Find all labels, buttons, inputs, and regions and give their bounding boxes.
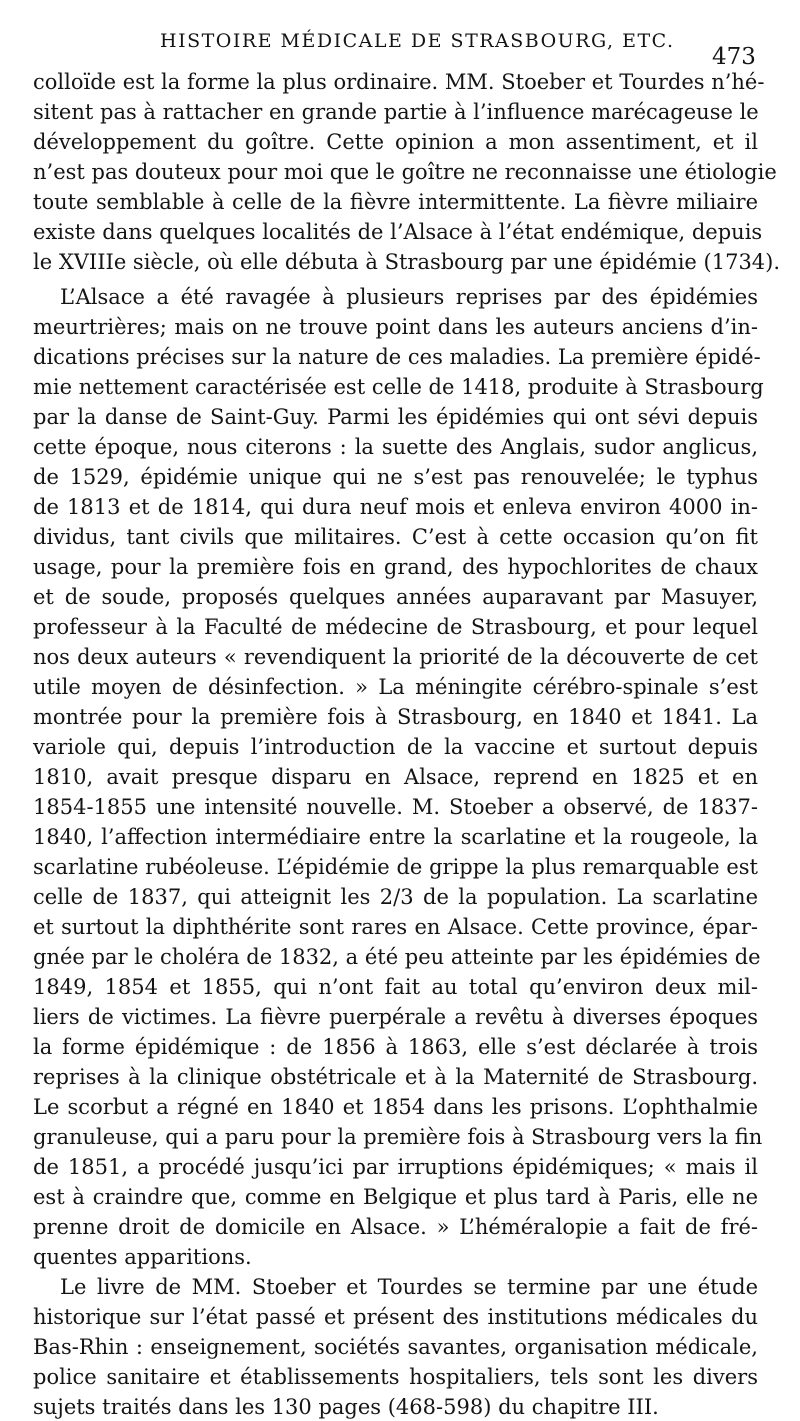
text-line: dications précises sur la nature de ces maladies. La première épidé-	[33, 345, 761, 369]
text-line: par la danse de Saint-Guy. Parmi les épidémies qui ont sévi depuis	[33, 405, 758, 429]
text-line: la forme épidémique : de 1856 à 1863, elle s’est déclarée à trois	[33, 1035, 758, 1059]
text-line: usage, pour la première fois en grand, des hypochlorites de chaux	[33, 555, 758, 579]
text-line: le XVIIIe siècle, où elle débuta à Strasbourg par une épidémie (1734).	[33, 250, 781, 274]
text-line: sitent pas à rattacher en grande partie à l’influence marécageuse le	[33, 100, 759, 124]
text-line: meurtrières; mais on ne trouve point dans les auteurs anciens d’in-	[33, 315, 758, 339]
text-line: existe dans quelques localités de l’Alsace à l’état endémique, depuis	[33, 220, 763, 244]
running-head: HISTOIRE MÉDICALE DE STRASBOURG, ETC.	[160, 30, 675, 52]
text-line: reprises à la clinique obstétricale et à la Maternité de Strasbourg.	[33, 1065, 758, 1089]
text-line: mie nettement caractérisée est celle de 1418, produite à Strasbourg	[33, 375, 764, 399]
text-line: professeur à la Faculté de médecine de Strasbourg, et pour lequel	[33, 615, 758, 639]
text-line: historique sur l’état passé et présent des institutions médicales du	[33, 1305, 758, 1329]
text-line: 1840, l’affection intermédiaire entre la scarlatine et la rougeole, la	[33, 825, 758, 849]
text-line: prenne droit de domicile en Alsace. » L’héméralopie a fait de fré-	[33, 1215, 758, 1239]
text-line: variole qui, depuis l’introduction de la vaccine et surtout depuis	[33, 735, 758, 759]
text-line: granuleuse, qui a paru pour la première fois à Strasbourg vers la fin	[33, 1125, 763, 1149]
text-line: colloïde est la forme la plus ordinaire. MM. Stoeber et Tourdes n’hé-	[33, 70, 765, 94]
text-line: police sanitaire et établissements hospitaliers, tels sont les divers	[33, 1365, 758, 1389]
text-line: de 1529, épidémie unique qui ne s’est pas renouvelée; le typhus	[33, 465, 758, 489]
text-line: liers de victimes. La fièvre puerpérale a revêtu à diverses époques	[33, 1005, 758, 1029]
text-line: L’Alsace a été ravagée à plusieurs reprises par des épidémies	[60, 285, 758, 309]
text-line: nos deux auteurs « revendiquent la priorité de la découverte de cet	[33, 645, 758, 669]
text-line: Le livre de MM. Stoeber et Tourdes se termine par une étude	[60, 1275, 758, 1299]
text-line: montrée pour la première fois à Strasbourg, en 1840 et 1841. La	[33, 705, 758, 729]
text-line: cette époque, nous citerons : la suette des Anglais, sudor anglicus,	[33, 435, 758, 459]
text-line: et de soude, proposés quelques années auparavant par Masuyer,	[33, 585, 758, 609]
page-number: 473	[712, 44, 756, 70]
text-line: utile moyen de désinfection. » La méningite cérébro-spinale s’est	[33, 675, 758, 699]
text-line: celle de 1837, qui atteignit les 2/3 de la population. La scarlatine	[33, 885, 758, 909]
text-line: n’est pas douteux pour moi que le goître ne reconnaisse une étiologie	[33, 160, 777, 184]
text-line: toute semblable à celle de la fièvre intermittente. La fièvre miliaire	[33, 190, 758, 214]
text-line: scarlatine rubéoleuse. L’épidémie de grippe la plus remarquable est	[33, 855, 758, 879]
text-line: Le scorbut a régné en 1840 et 1854 dans les prisons. L’ophthalmie	[33, 1095, 758, 1119]
text-line: gnée par le choléra de 1832, a été peu atteinte par les épidémies de	[33, 945, 761, 969]
text-line: de 1851, a procédé jusqu’ici par irruptions épidémiques; « mais il	[33, 1155, 758, 1179]
text-line: développement du goître. Cette opinion a mon assentiment, et il	[33, 130, 758, 154]
text-line: Bas-Rhin : enseignement, sociétés savantes, organisation médicale,	[33, 1335, 758, 1359]
text-line: sujets traités dans les 130 pages (468-598) du chapitre III.	[33, 1395, 659, 1419]
text-line: est à craindre que, comme en Belgique et plus tard à Paris, elle ne	[33, 1185, 758, 1209]
text-line: quentes apparitions.	[33, 1245, 252, 1269]
text-line: 1854-1855 une intensité nouvelle. M. Stoeber a observé, de 1837-	[33, 795, 758, 819]
text-line: 1810, avait presque disparu en Alsace, reprend en 1825 et en	[33, 765, 758, 789]
text-line: dividus, tant civils que militaires. C’est à cette occasion qu’on fit	[33, 525, 758, 549]
text-line: et surtout la diphthérite sont rares en Alsace. Cette province, épar-	[33, 915, 758, 939]
text-line: 1849, 1854 et 1855, qui n’ont fait au total qu’environ deux mil-	[33, 975, 758, 999]
text-line: de 1813 et de 1814, qui dura neuf mois et enleva environ 4000 in-	[33, 495, 758, 519]
